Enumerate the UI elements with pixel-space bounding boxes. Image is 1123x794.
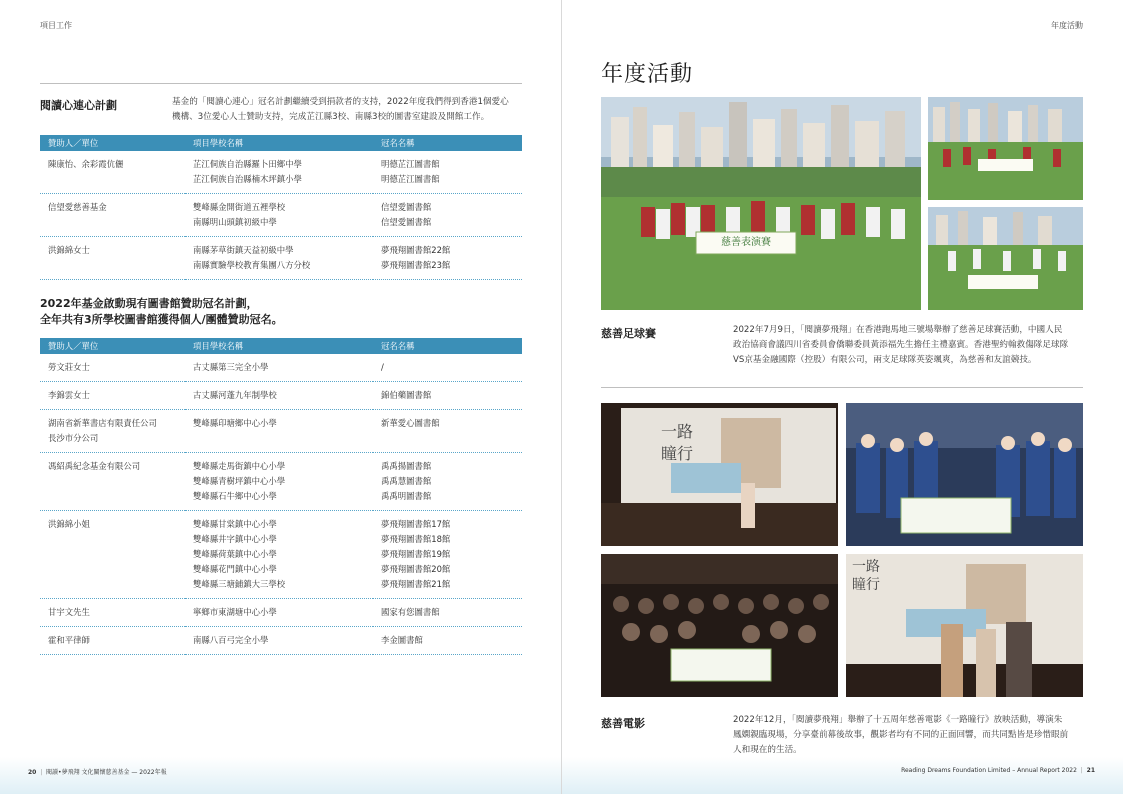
school-text: 雙峰縣甘棠鎮中心小學	[193, 519, 277, 529]
page-number: 21	[1086, 767, 1095, 774]
name-text: 夢飛翔圖書館20館	[381, 564, 451, 574]
table-row	[40, 194, 522, 237]
sponsor-text: 洪錦綿小姐	[48, 519, 90, 529]
film-para-line: 2022年12月，「閱讀夢飛翔」舉辦了十五周年慈善電影《一路瞳行》放映活動，導演朱	[733, 715, 1063, 725]
sec2-table	[40, 338, 522, 655]
name-text: /	[381, 362, 384, 372]
name-text: 錦伯藥圖書館	[381, 390, 432, 400]
sponsor-cell	[40, 382, 185, 410]
name-cell	[373, 151, 522, 194]
table-header-row	[40, 135, 522, 151]
name-cell	[373, 599, 522, 627]
sponsor-text: 馮紹禹紀念基金有限公司	[48, 461, 141, 471]
sponsor-text: 李錦雲女士	[48, 390, 90, 400]
school-cell	[185, 354, 373, 382]
name-text: 夢飛翔圖書館22館	[381, 245, 451, 255]
page-title: 年度活動	[601, 62, 694, 87]
film-screen-photo	[601, 403, 838, 546]
poster-title: 一路 瞳行	[661, 422, 694, 463]
school-text: 雙峰縣井字鎮中心小學	[193, 534, 277, 544]
sponsor-text: 甘宇文先生	[48, 607, 90, 617]
sec1-para-line: 機構、3位愛心人士贊助支持，完成芷江縣3校、南縣3校的圖書室建設及開館工作。	[172, 112, 490, 122]
school-cell	[185, 237, 373, 280]
football-paragraph	[733, 323, 1088, 368]
name-cell	[373, 382, 522, 410]
col-header-school: 項目學校名稱	[185, 135, 373, 151]
sponsor-text: 霍和平律師	[48, 635, 90, 645]
sponsor-cell	[40, 511, 185, 599]
sec1-para-line: 基金的「閱讀心連心」冠名計劃繼續受到捐款者的支持，2022年度我們得到香港1個愛心	[172, 97, 509, 107]
table-row	[40, 453, 522, 511]
film-para-line: 鳳嫻親臨現場，分享臺前幕後故事，觀影者均有不同的正面回響，而共同點皆是珍惜眼前	[733, 730, 1069, 740]
name-text: 夢飛翔圖書館23館	[381, 260, 451, 270]
right-footer-band	[562, 757, 1123, 794]
football-team-photo	[601, 97, 921, 310]
col-header-name: 冠名名稱	[373, 135, 522, 151]
table-row	[40, 627, 522, 655]
football-para-line: 政治協商會議四川省委員會僑聯委員黃添福先生擔任主禮嘉賓。香港聖約翰救傷隊足球隊	[733, 340, 1069, 350]
school-cell	[185, 453, 373, 511]
school-cell	[185, 151, 373, 194]
film-audience-illustration	[601, 554, 838, 697]
sponsor-cell	[40, 453, 185, 511]
sponsor-cell	[40, 627, 185, 655]
school-text: 雙峰縣青樹坪鎮中心小學	[193, 476, 286, 486]
name-text: 信望愛圖書館	[381, 217, 432, 227]
name-text: 李金圖書館	[381, 635, 423, 645]
name-cell	[373, 354, 522, 382]
film-group-illustration	[846, 403, 1083, 546]
table-row	[40, 151, 522, 194]
name-text: 禹禹明圖書館	[381, 491, 432, 501]
col-header-school: 項目學校名稱	[185, 338, 373, 354]
name-text: 禹禹慧圖書館	[381, 476, 432, 486]
sec2-title-line: 2022年基金啟動現有圖書館贊助冠名計劃，	[40, 297, 258, 310]
sponsor-cell	[40, 151, 185, 194]
school-text: 寧鄉市東湖塘中心小學	[193, 607, 277, 617]
sponsor-cell	[40, 194, 185, 237]
film-screen-illustration	[601, 403, 838, 546]
name-cell	[373, 410, 522, 453]
name-text: 明德芷江圖書館	[381, 174, 440, 184]
sponsor-text: 勞文莊女士	[48, 362, 90, 372]
table-row	[40, 410, 522, 453]
name-text: 國家有您圖書館	[381, 607, 440, 617]
col-header-sponsor: 贊助人／單位	[40, 338, 185, 354]
football-para-line: VS京基金融國際（控股）有限公司，兩支足球隊英姿颯爽，為慈善和友誼競技。	[733, 355, 1037, 365]
film-para-line: 人和現在的生活。	[733, 745, 802, 755]
name-cell	[373, 627, 522, 655]
school-text: 雙峰縣走馬街鎮中心小學	[193, 461, 286, 471]
film-group-photo	[846, 403, 1083, 546]
football-photo-3-illustration	[928, 207, 1083, 310]
school-text: 古丈縣第三完全小學	[193, 362, 269, 372]
film-stage-illustration	[846, 554, 1083, 697]
school-cell	[185, 599, 373, 627]
page-number: 20	[28, 769, 37, 776]
football-photo-illustration	[601, 97, 921, 310]
school-text: 雙峰縣荷葉鎮中心小學	[193, 549, 277, 559]
school-text: 芷江侗族自治縣楠木坪鎮小學	[193, 174, 302, 184]
school-cell	[185, 627, 373, 655]
name-text: 夢飛翔圖書館19館	[381, 549, 451, 559]
school-text: 南縣實驗學校教育集團八方分校	[193, 260, 311, 270]
sec1-table	[40, 135, 522, 280]
school-text: 芷江侗族自治縣羅卜田鄉中學	[193, 159, 302, 169]
sponsor-text: 信望愛慈善基金	[48, 202, 107, 212]
left-page	[0, 0, 561, 794]
name-text: 明德芷江圖書館	[381, 159, 440, 169]
sponsor-cell	[40, 237, 185, 280]
section-rule	[601, 387, 1083, 388]
footer-text: 閱讀•夢飛翔 文化關懷慈善基金 — 2022年報	[46, 769, 167, 776]
sec1-paragraph	[172, 95, 527, 125]
sec2-title	[40, 296, 283, 328]
football-photo-2	[928, 97, 1083, 200]
table-row	[40, 599, 522, 627]
name-text: 信望愛圖書館	[381, 202, 432, 212]
name-text: 夢飛翔圖書館18館	[381, 534, 451, 544]
sponsor-cell	[40, 410, 185, 453]
name-cell	[373, 194, 522, 237]
school-cell	[185, 194, 373, 237]
school-text: 雙峰縣石牛鄉中心小學	[193, 491, 277, 501]
school-text: 雙峰縣印塘鄉中心小學	[193, 418, 277, 428]
footer-text: Reading Dreams Foundation Limited – Annual Report 2022	[901, 767, 1077, 774]
table-row	[40, 354, 522, 382]
school-text: 古丈縣河蓬九年制學校	[193, 390, 277, 400]
banner-text: 慈善表演賽	[721, 237, 771, 248]
film-label: 慈善電影	[601, 717, 645, 730]
sponsor-text: 長沙市分公司	[48, 433, 99, 443]
name-cell	[373, 453, 522, 511]
sponsor-cell	[40, 354, 185, 382]
right-footer: Reading Dreams Foundation Limited – Annual Report 2022 | 21	[901, 767, 1095, 774]
name-text: 新華愛心圖書館	[381, 418, 440, 428]
school-cell	[185, 382, 373, 410]
school-text: 南縣八百弓完全小學	[193, 635, 269, 645]
col-header-name: 冠名名稱	[373, 338, 522, 354]
school-cell	[185, 511, 373, 599]
school-text: 南縣茅草街鎮天益初級中學	[193, 245, 294, 255]
film-stage-photo	[846, 554, 1083, 697]
football-photo-3	[928, 207, 1083, 310]
film-paragraph	[733, 713, 1088, 758]
football-label: 慈善足球賽	[601, 327, 656, 340]
name-text: 夢飛翔圖書館17館	[381, 519, 451, 529]
right-running-header: 年度活動	[1051, 21, 1083, 30]
left-running-header: 項目工作	[40, 21, 72, 30]
poster-title: 一路 瞳行	[852, 559, 880, 593]
football-para-line: 2022年7月9日，「閱讀夢飛翔」在香港跑馬地三號場舉辦了慈善足球賽活動，中國人民	[733, 325, 1063, 335]
table-row	[40, 237, 522, 280]
section-rule	[40, 83, 522, 84]
name-text: 夢飛翔圖書館21館	[381, 579, 451, 589]
football-photo-2-illustration	[928, 97, 1083, 200]
col-header-sponsor: 贊助人／單位	[40, 135, 185, 151]
table-row	[40, 382, 522, 410]
left-footer: 20 | 閱讀•夢飛翔 文化關懷慈善基金 — 2022年報	[28, 769, 167, 776]
sponsor-text: 陳康怡、余彩霞伉儷	[48, 159, 124, 169]
table-header-row	[40, 338, 522, 354]
school-cell	[185, 410, 373, 453]
name-cell	[373, 237, 522, 280]
school-text: 雙峰縣三塘鋪鎮大三學校	[193, 579, 286, 589]
name-cell	[373, 511, 522, 599]
table-row	[40, 511, 522, 599]
sponsor-text: 洪錦綿女士	[48, 245, 90, 255]
school-text: 南縣明山頭鎮初級中學	[193, 217, 277, 227]
sec2-title-line: 全年共有3所學校圖書館獲得個人/團體贊助冠名。	[40, 313, 283, 326]
sponsor-cell	[40, 599, 185, 627]
sponsor-text: 湖南省新華書店有限責任公司	[48, 418, 157, 428]
film-audience-photo	[601, 554, 838, 697]
name-text: 禹禹揚圖書館	[381, 461, 432, 471]
school-text: 雙峰縣花門鎮中心小學	[193, 564, 277, 574]
school-text: 雙峰縣金開街道五裡學校	[193, 202, 286, 212]
sec1-title: 閱讀心連心計劃	[40, 99, 117, 112]
